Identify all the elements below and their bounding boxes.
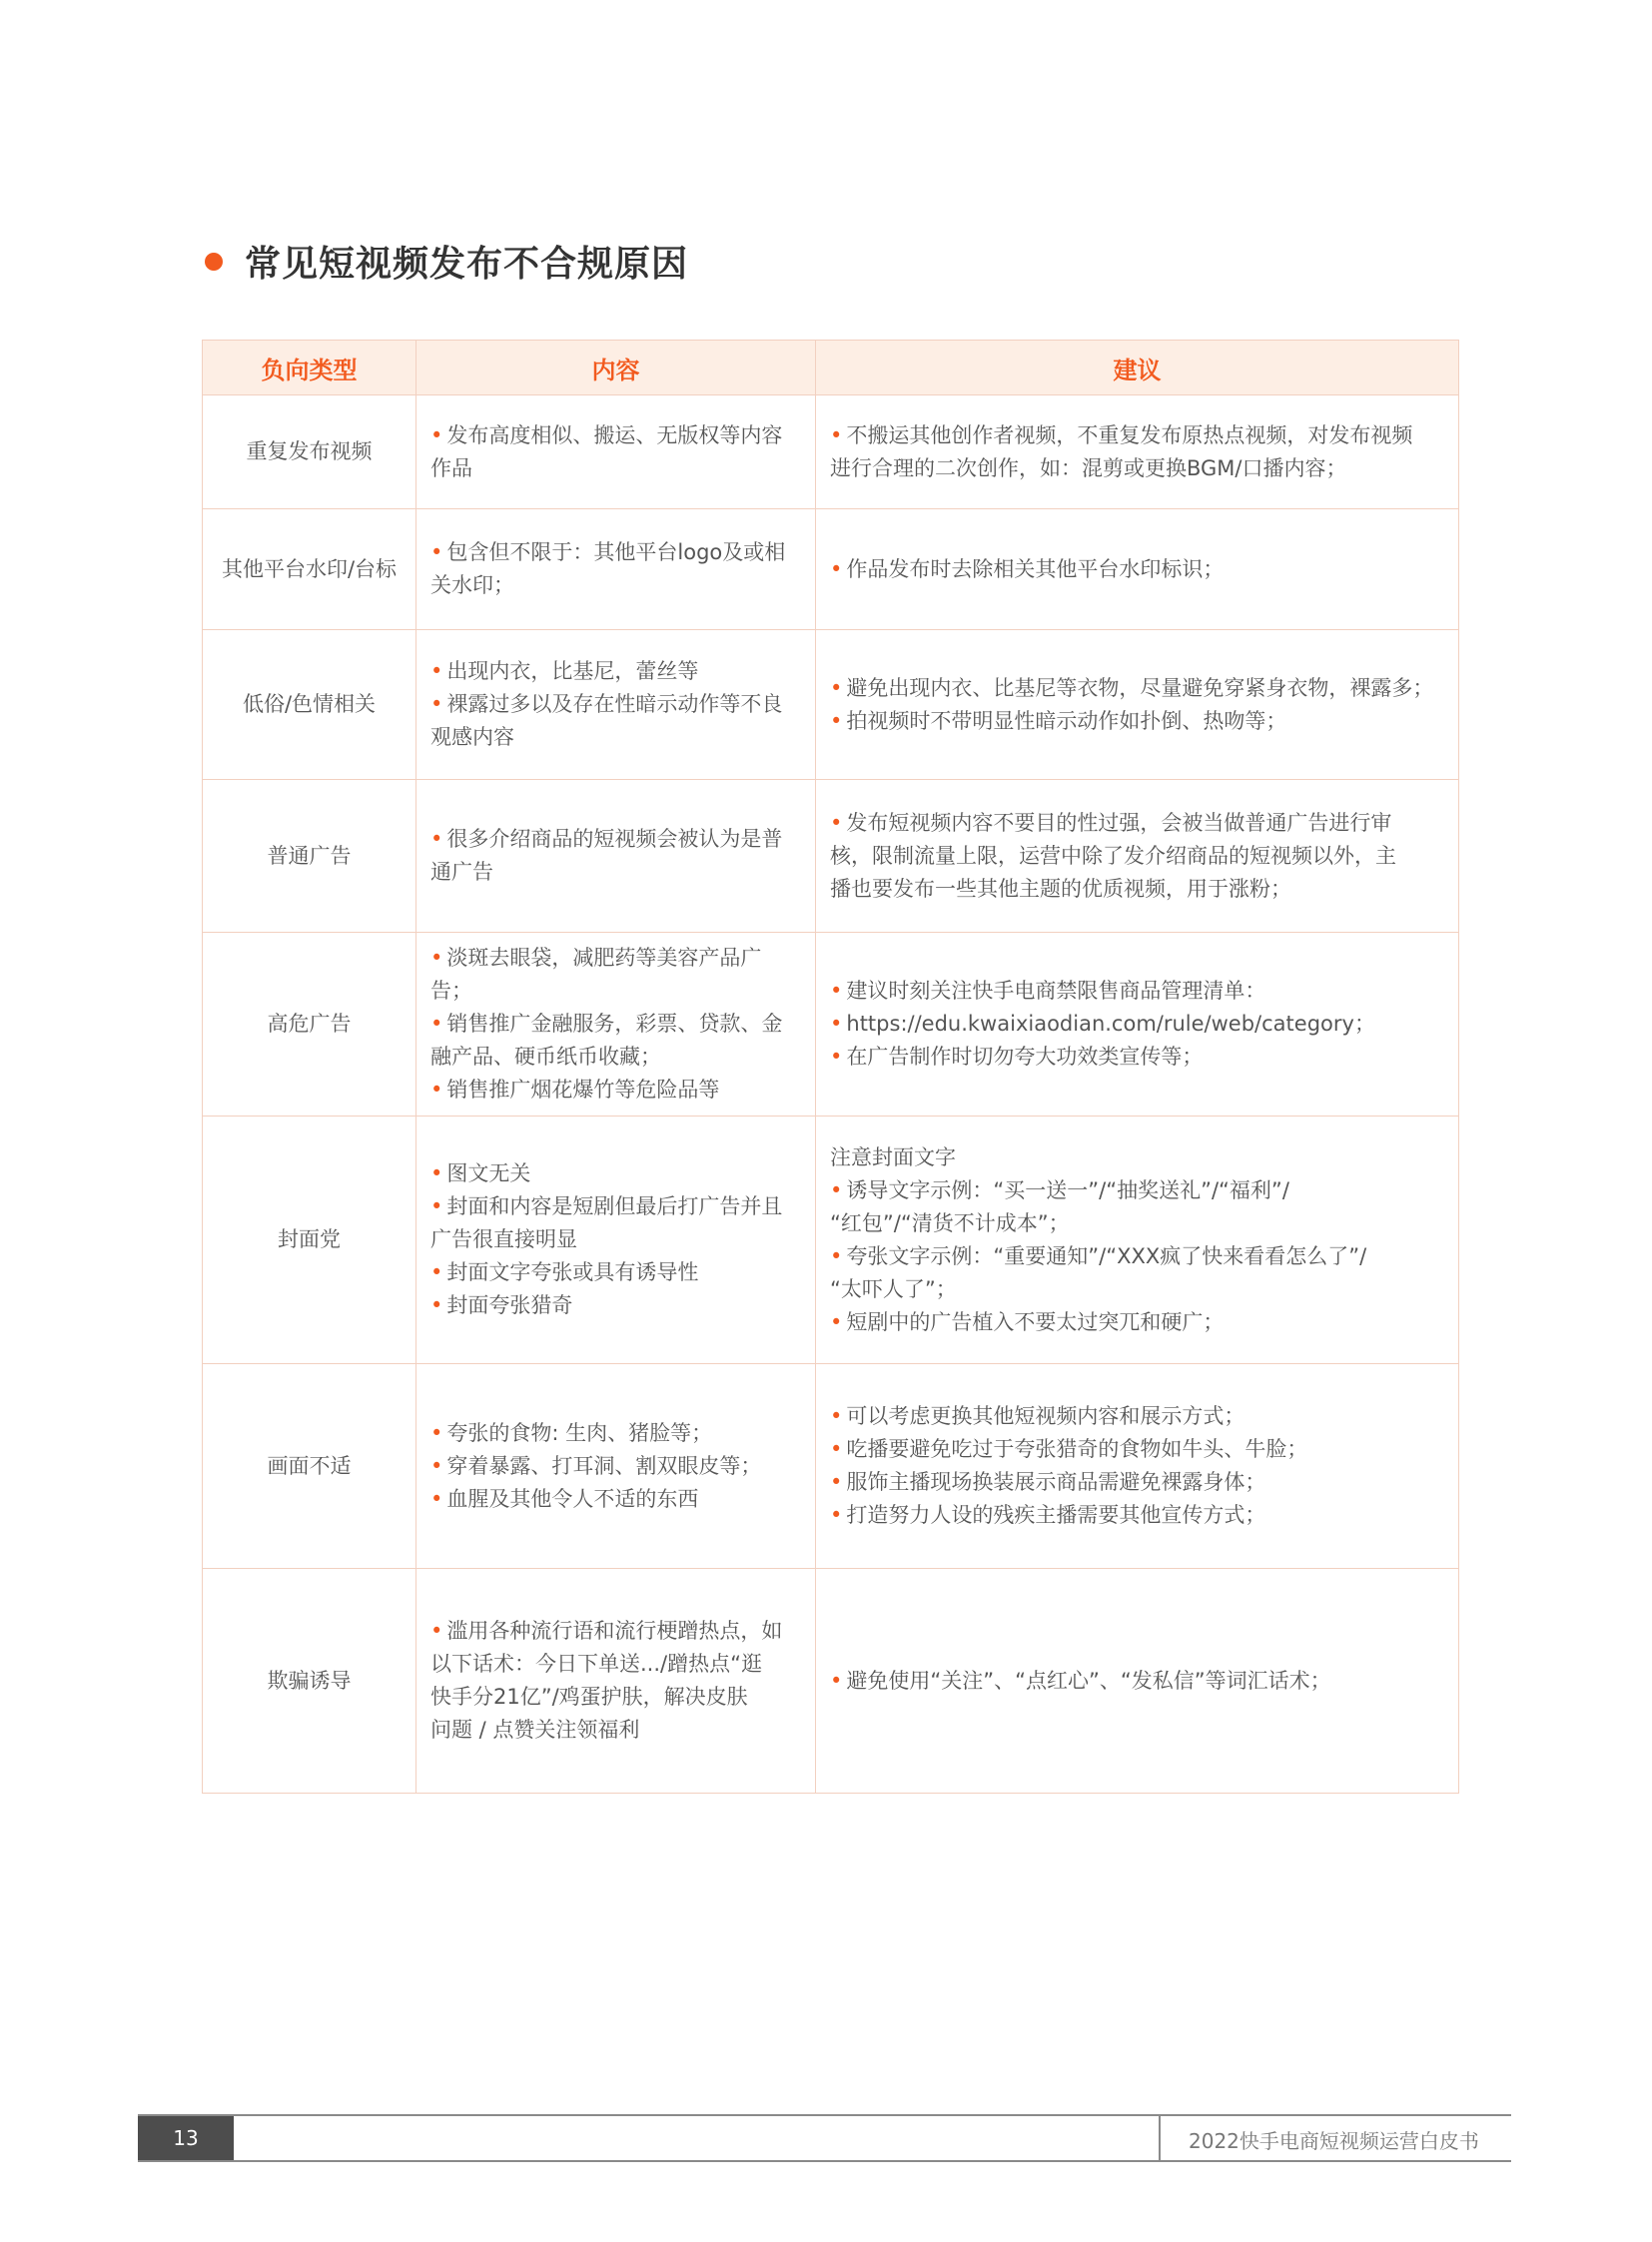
- advice-text: 避免使用“关注”、“点红心”、“发私信”等词汇话术；: [846, 1668, 1331, 1693]
- advice-line: [830, 873, 1450, 906]
- content-line: [430, 1223, 801, 1256]
- content-text: 融产品、硬币纸币收藏；: [430, 1045, 661, 1069]
- content-text: 封面和内容是短剧但最后打广告并且: [446, 1194, 783, 1218]
- content-line: [430, 569, 801, 602]
- content-line: [430, 1417, 801, 1450]
- bullet-icon: •: [830, 1243, 843, 1268]
- content-text: 快手分21亿”/鸡蛋护肤，解决皮肤: [430, 1685, 748, 1709]
- content-text: 封面文字夸张或具有诱导性: [446, 1260, 699, 1284]
- advice-text: 发布短视频内容不要目的性过强，会被当做普通广告进行审: [846, 810, 1392, 835]
- cell-type: 封面党: [203, 1117, 416, 1364]
- content-text: 通广告: [430, 860, 493, 884]
- page-number: 13: [138, 2116, 234, 2160]
- advice-line: [830, 807, 1450, 840]
- content-text: 淡斑去眼袋，减肥药等美容产品广告；: [430, 946, 762, 1003]
- content-text: 血腥及其他令人不适的东西: [446, 1486, 699, 1511]
- advice-line: [830, 1273, 1450, 1306]
- content-text: 夸张的食物: 生肉、猪脸等；: [446, 1420, 713, 1445]
- table-row: [203, 1569, 1459, 1794]
- advice-line: [830, 1466, 1450, 1499]
- content-text: 关水印；: [430, 573, 514, 597]
- bullet-icon: •: [430, 946, 443, 970]
- bullet-icon: •: [830, 979, 843, 1003]
- advice-line: [830, 1041, 1450, 1074]
- cell-advice: [816, 509, 1459, 630]
- header-type: 负向类型: [203, 341, 416, 395]
- content-text: 问题 / 点赞关注领福利: [430, 1718, 640, 1742]
- content-line: [430, 1289, 801, 1322]
- cell-advice: [816, 630, 1459, 780]
- advice-text: 进行合理的二次创作，如：混剪或更换BGM/口播内容；: [830, 455, 1347, 480]
- cell-type: 画面不适: [203, 1364, 416, 1569]
- footer-divider: [1159, 2116, 1161, 2160]
- content-text: 裸露过多以及存在性暗示动作等不良: [446, 692, 783, 716]
- cell-content: [416, 780, 816, 933]
- advice-text: 核，限制流量上限，运营中除了发介绍商品的短视频以外，主: [830, 843, 1396, 868]
- advice-line: [830, 975, 1450, 1008]
- bullet-icon: •: [830, 1470, 843, 1494]
- content-text: 出现内衣，比基尼，蕾丝等: [446, 659, 699, 683]
- cell-type: 高危广告: [203, 933, 416, 1117]
- section-title: [205, 236, 688, 287]
- advice-text: 吃播要避免吃过于夸张猎奇的食物如牛头、牛脸；: [846, 1437, 1308, 1461]
- title-bullet-dot: [205, 253, 223, 271]
- content-text: 以下话术：今日下单送.../蹭热点“逛: [430, 1652, 762, 1676]
- advice-text: 在广告制作时切勿夸大功效类宣传等；: [846, 1045, 1204, 1069]
- cell-type: 重复发布视频: [203, 395, 416, 509]
- cell-content: [416, 1569, 816, 1794]
- table-row: [203, 933, 1459, 1117]
- bullet-icon: •: [830, 1437, 843, 1461]
- bullet-icon: •: [830, 708, 843, 733]
- content-line: [430, 1041, 801, 1074]
- bullet-icon: •: [430, 422, 443, 447]
- advice-text: 服饰主播现场换装展示商品需避免裸露身体；: [846, 1470, 1266, 1494]
- bullet-icon: •: [830, 1309, 843, 1334]
- bullet-icon: •: [830, 556, 843, 581]
- cell-type: 普通广告: [203, 780, 416, 933]
- bullet-icon: •: [430, 1453, 443, 1478]
- content-line: [430, 1008, 801, 1041]
- advice-text: https://edu.kwaixiaodian.com/rule/web/category；: [846, 1012, 1375, 1036]
- content-line: [430, 1714, 801, 1747]
- bullet-icon: •: [430, 692, 443, 716]
- advice-text: 避免出现内衣、比基尼等衣物，尽量避免穿紧身衣物，裸露多；: [846, 675, 1434, 700]
- bullet-icon: •: [430, 1619, 443, 1643]
- advice-text: 作品发布时去除相关其他平台水印标识；: [846, 556, 1225, 581]
- content-text: 销售推广烟花爆竹等危险品等: [446, 1078, 720, 1102]
- header-content: 内容: [416, 341, 816, 395]
- bullet-icon: •: [830, 1404, 843, 1428]
- page-title: 常见短视频发布不合规原因: [245, 244, 689, 285]
- content-line: [430, 1074, 801, 1107]
- table-row: [203, 395, 1459, 509]
- bullet-icon: •: [430, 1161, 443, 1185]
- advice-line: [830, 553, 1450, 586]
- footer-doc-title: 2022快手电商短视频运营白皮书: [1189, 2129, 1479, 2153]
- cell-content: [416, 630, 816, 780]
- bullet-icon: •: [430, 1260, 443, 1284]
- cell-type: 其他平台水印/台标: [203, 509, 416, 630]
- cell-advice: [816, 1117, 1459, 1364]
- bullet-icon: •: [830, 675, 843, 700]
- footer-rule-bottom: [138, 2160, 1511, 2162]
- content-line: [430, 688, 801, 721]
- content-text: 广告很直接明显: [430, 1227, 577, 1251]
- advice-line: [830, 1499, 1450, 1532]
- content-text: 穿着暴露、打耳洞、割双眼皮等；: [446, 1453, 762, 1478]
- advice-line: [830, 1174, 1450, 1207]
- bullet-icon: •: [830, 1503, 843, 1527]
- content-text: 封面夸张猎奇: [446, 1293, 573, 1317]
- header-advice: 建议: [816, 341, 1459, 395]
- cell-advice: [816, 1364, 1459, 1569]
- bullet-icon: •: [430, 827, 443, 851]
- content-line: [430, 1483, 801, 1516]
- bullet-icon: •: [430, 1012, 443, 1036]
- footer-rule-top: [138, 2114, 1511, 2116]
- advice-line: [830, 1207, 1450, 1240]
- advice-text: 建议时刻关注快手电商禁限售商品管理清单：: [846, 979, 1266, 1003]
- content-line: [430, 536, 801, 569]
- bullet-icon: •: [830, 1668, 843, 1693]
- advice-line: [830, 1008, 1450, 1041]
- content-line: [430, 1450, 801, 1483]
- cell-advice: [816, 1569, 1459, 1794]
- advice-text: “太吓人了”；: [830, 1276, 957, 1301]
- advice-text: “红包”/“清货不计成本”；: [830, 1210, 1070, 1235]
- cell-type: 低俗/色情相关: [203, 630, 416, 780]
- advice-line: [830, 419, 1450, 452]
- cell-advice: [816, 395, 1459, 509]
- content-line: [430, 1681, 801, 1714]
- cell-type: 欺骗诱导: [203, 1569, 416, 1794]
- advice-line: [830, 452, 1450, 485]
- advice-text: 注意封面文字: [830, 1144, 956, 1169]
- advice-line: [830, 840, 1450, 873]
- bullet-icon: •: [430, 1194, 443, 1218]
- advice-text: 播也要发布一些其他主题的优质视频，用于涨粉；: [830, 876, 1291, 901]
- advice-text: 可以考虑更换其他短视频内容和展示方式；: [846, 1404, 1245, 1428]
- content-text: 销售推广金融服务，彩票、贷款、金: [446, 1012, 783, 1036]
- advice-line: [830, 1141, 1450, 1174]
- content-text: 图文无关: [446, 1161, 531, 1185]
- content-line: [430, 823, 801, 856]
- bullet-icon: •: [830, 422, 843, 447]
- bullet-icon: •: [430, 659, 443, 683]
- content-line: [430, 856, 801, 889]
- table-row: [203, 630, 1459, 780]
- bullet-icon: •: [430, 1486, 443, 1511]
- cell-content: [416, 1364, 816, 1569]
- bullet-icon: •: [830, 1177, 843, 1202]
- cell-content: [416, 395, 816, 509]
- cell-content: [416, 1117, 816, 1364]
- cell-content: [416, 933, 816, 1117]
- bullet-icon: •: [830, 1045, 843, 1069]
- advice-text: 短剧中的广告植入不要太过突兀和硬广；: [846, 1309, 1225, 1334]
- content-line: [430, 1190, 801, 1223]
- content-line: [430, 1256, 801, 1289]
- content-line: [430, 655, 801, 688]
- violation-table: [202, 340, 1459, 1794]
- table-row: [203, 1117, 1459, 1364]
- bullet-icon: •: [830, 1012, 843, 1036]
- advice-line: [830, 1400, 1450, 1433]
- content-line: [430, 419, 801, 452]
- bullet-icon: •: [430, 540, 443, 564]
- cell-advice: [816, 933, 1459, 1117]
- table-row: [203, 509, 1459, 630]
- advice-line: [830, 705, 1450, 738]
- content-line: [430, 1648, 801, 1681]
- advice-line: [830, 1665, 1450, 1698]
- content-text: 很多介绍商品的短视频会被认为是普: [446, 827, 783, 851]
- table-header-row: [203, 341, 1459, 395]
- advice-text: 拍视频时不带明显性暗示动作如扑倒、热吻等；: [846, 708, 1287, 733]
- content-line: [430, 452, 801, 485]
- bullet-icon: •: [430, 1078, 443, 1102]
- cell-advice: [816, 780, 1459, 933]
- table-row: [203, 780, 1459, 933]
- advice-text: 夸张文字示例：“重要通知”/“XXX疯了快来看看怎么了”/: [846, 1243, 1367, 1268]
- advice-text: 打造努力人设的残疾主播需要其他宣传方式；: [846, 1503, 1266, 1527]
- bullet-icon: •: [430, 1293, 443, 1317]
- advice-line: [830, 672, 1450, 705]
- content-text: 包含但不限于：其他平台logo及或相: [446, 540, 786, 564]
- advice-line: [830, 1240, 1450, 1273]
- table-row: [203, 1364, 1459, 1569]
- cell-content: [416, 509, 816, 630]
- content-text: 发布高度相似、搬运、无版权等内容: [446, 422, 783, 447]
- content-line: [430, 1615, 801, 1648]
- bullet-icon: •: [430, 1420, 443, 1445]
- content-text: 作品: [430, 455, 472, 480]
- content-text: 滥用各种流行语和流行梗蹭热点，如: [446, 1619, 783, 1643]
- content-line: [430, 942, 801, 1008]
- content-line: [430, 1157, 801, 1190]
- advice-text: 诱导文字示例：“买一送一”/“抽奖送礼”/“福利”/: [846, 1177, 1289, 1202]
- advice-line: [830, 1433, 1450, 1466]
- advice-text: 不搬运其他创作者视频，不重复发布原热点视频，对发布视频: [846, 422, 1413, 447]
- advice-line: [830, 1306, 1450, 1339]
- content-line: [430, 721, 801, 754]
- content-text: 观感内容: [430, 725, 514, 749]
- bullet-icon: •: [830, 810, 843, 835]
